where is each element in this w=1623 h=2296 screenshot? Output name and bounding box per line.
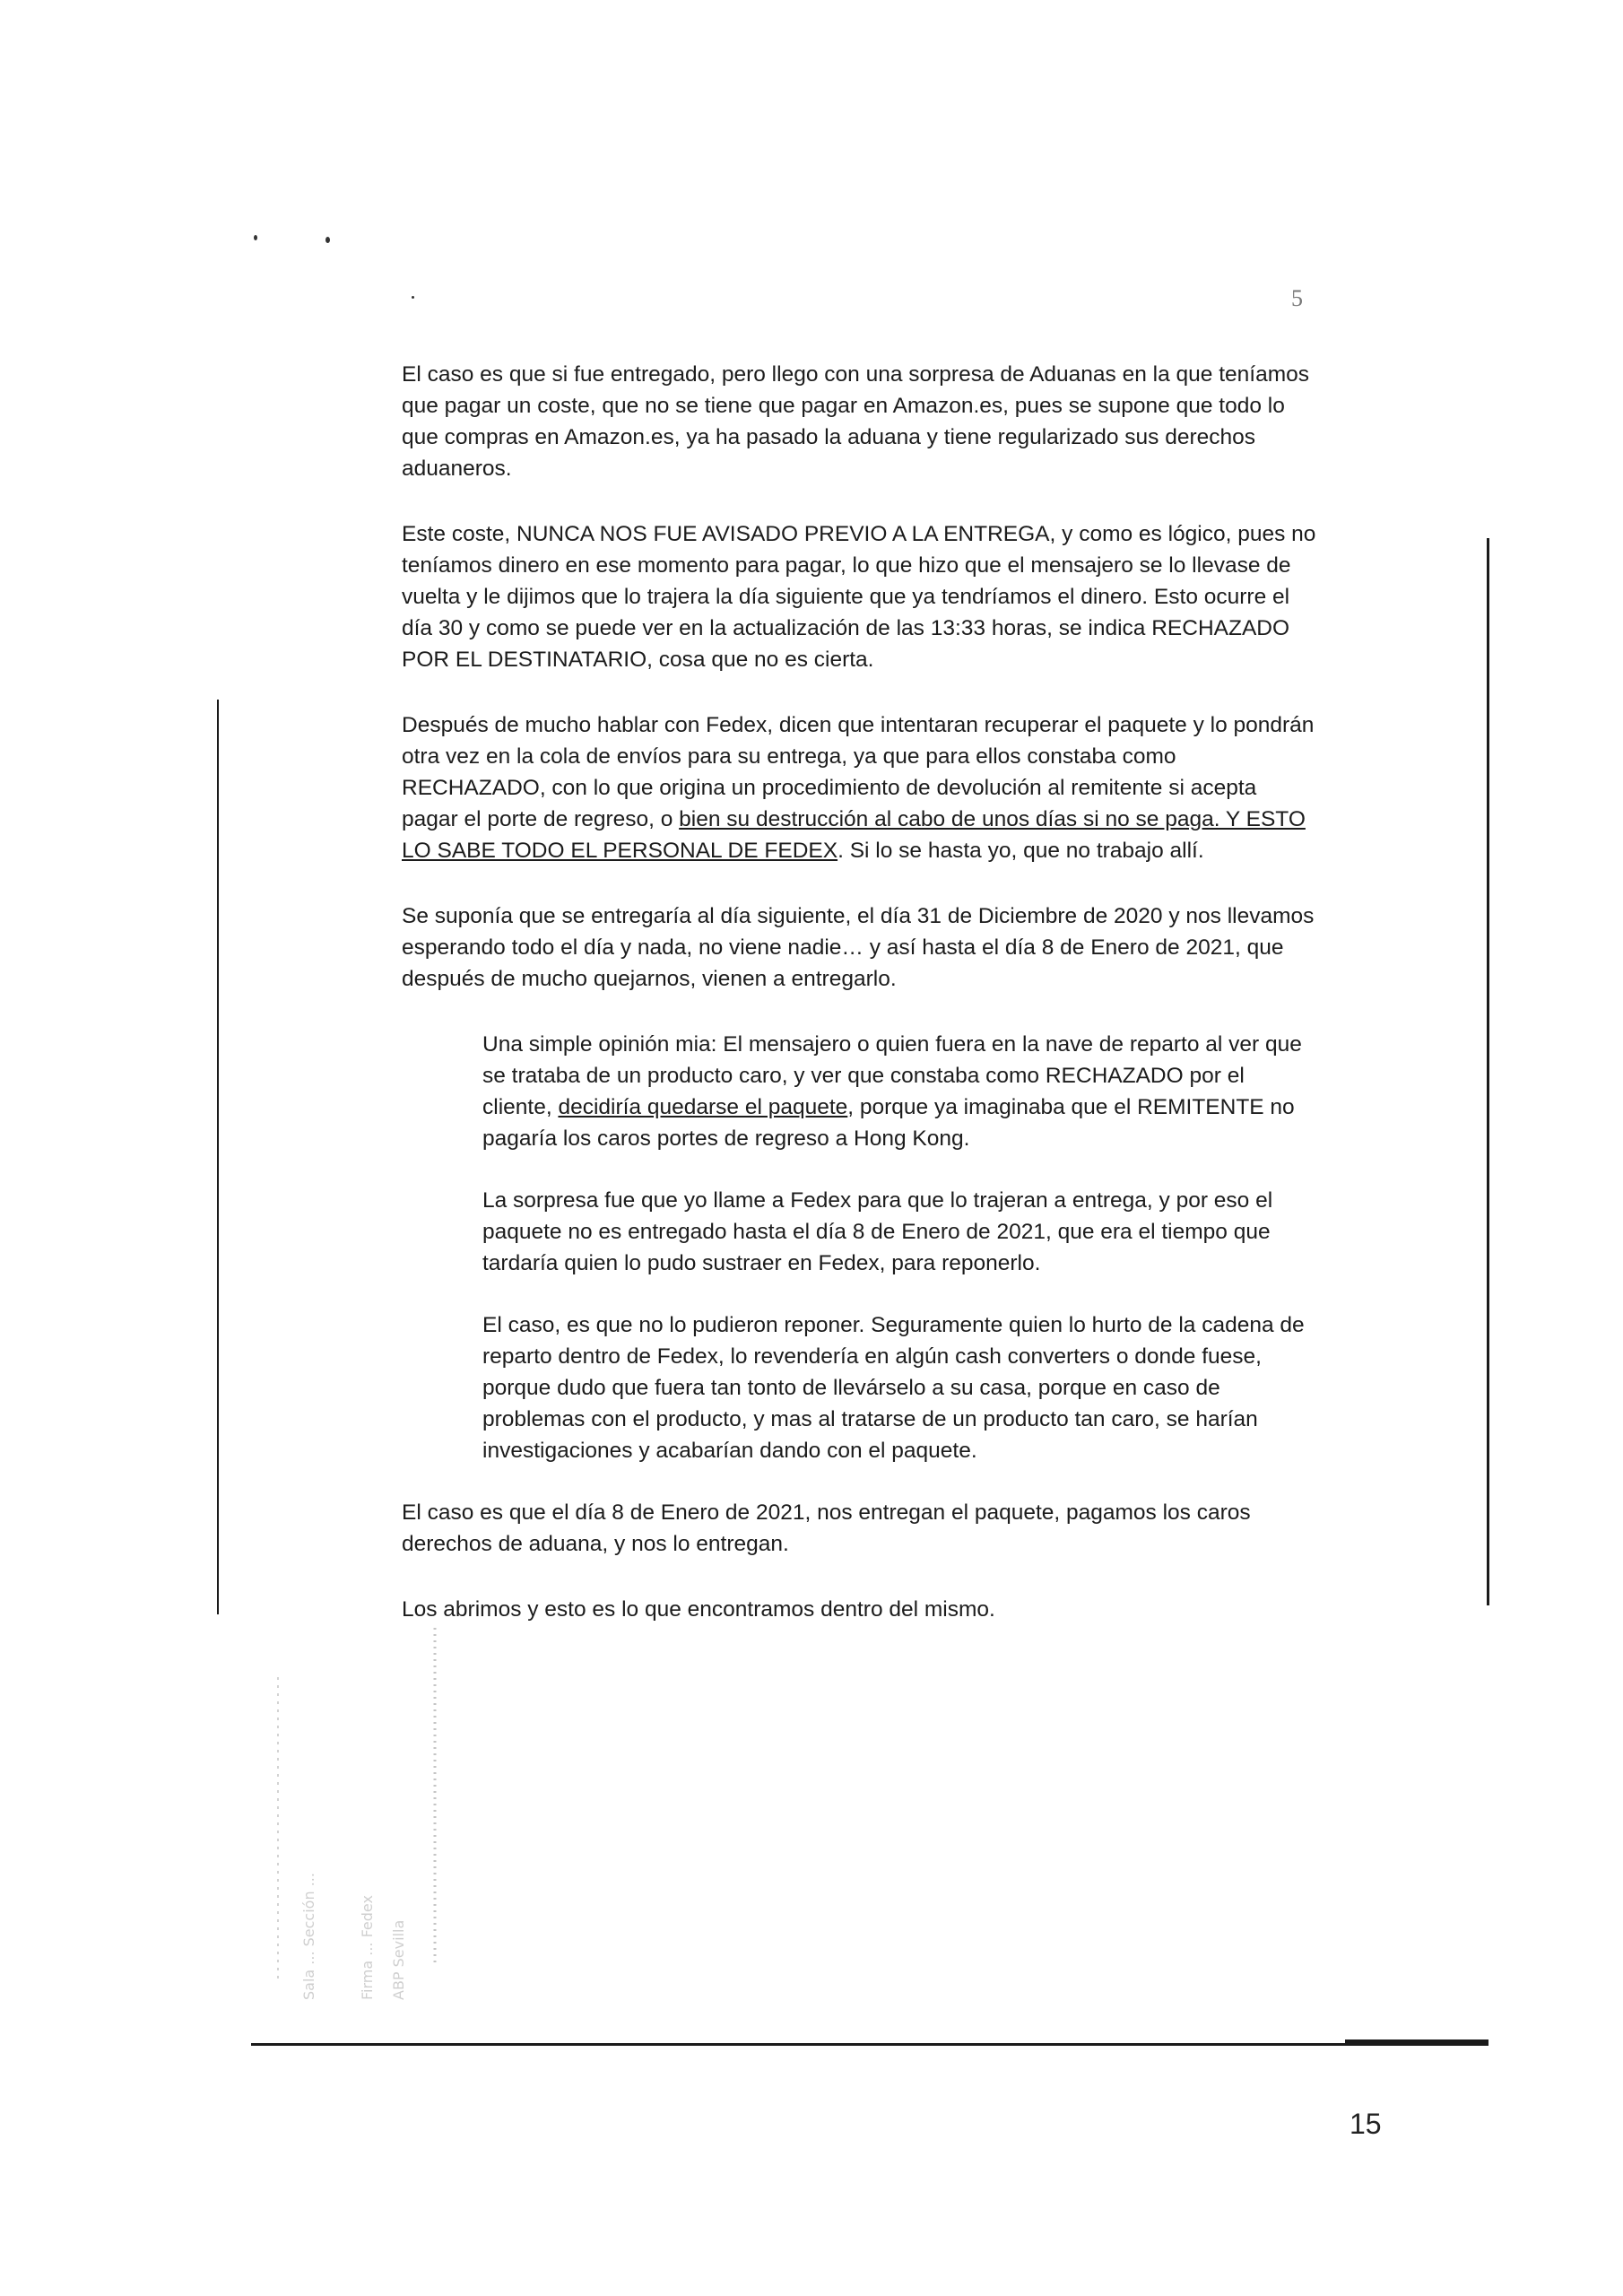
stamp-line: Sala ... Sección ... xyxy=(300,1873,317,2000)
inner-page-number: 5 xyxy=(1291,285,1303,311)
court-stamp xyxy=(269,1623,448,2009)
stamp-line: ABP Sevilla xyxy=(390,1919,407,2000)
scan-speck xyxy=(325,237,330,243)
opinion-text-2: , porque ya imaginaba que el REMITENTE no pagaría los caros portes de regreso a Hong Kong. xyxy=(482,1095,1295,1151)
fedex-text-underlined: bien su destrucción al cabo de unos días si no se paga. Y ESTO LO SABE TODO EL PERSONAL DE FEDEX xyxy=(402,807,1306,863)
paragraph-opened: Los abrimos y esto es lo que encontramos dentro del mismo. xyxy=(402,1597,995,1622)
opinion-text-1: Una simple opinión mia: El mensajero o quien fuera en la nave de reparto al ver que se trataba de un producto caro, y ver que constaba como RECHAZADO por el cliente, xyxy=(482,1032,1302,1119)
body-text xyxy=(402,359,1316,1659)
opinion-text-underlined: decidiría quedarse el paquete xyxy=(558,1095,848,1119)
indented-quote xyxy=(482,1029,1316,1466)
scan-edge-left xyxy=(217,700,219,1614)
scan-edge-right xyxy=(1487,538,1489,1605)
scan-speck xyxy=(412,296,414,299)
quote-surprise: La sorpresa fue que yo llame a Fedex para que lo trajeran a entrega, y por eso el paquete no es entregado hasta el día 8 de Enero de 2021, que era el tiempo que tardaría quien lo pudo sustraer en Fedex, para reponerlo. xyxy=(482,1188,1273,1275)
page-number: 15 xyxy=(1350,2108,1382,2140)
quote-opinion xyxy=(482,1029,1316,1154)
paragraph-delivered: El caso es que el día 8 de Enero de 2021, nos entregan el paquete, pagamos los caros derechos de aduana, y nos lo entregan. xyxy=(402,1500,1251,1556)
paragraph-not-notified: Este coste, NUNCA NOS FUE AVISADO PREVIO A LA ENTREGA, y como es lógico, pues no teníamos dinero en ese momento para pagar, lo que hizo que el mensajero se lo llevase de vuelta y le dijimos que lo trajera la día siguiente que ya tendríamos el dinero. Esto ocurre el día 30 y como se puede ver en la actualización de las 13:33 horas, se indica RECHAZADO POR EL DESTINATARIO, cosa que no es cierta. xyxy=(402,522,1316,672)
scan-edge-bottom xyxy=(251,2043,1488,2046)
scan-speck xyxy=(254,235,257,240)
stamp-line: Firma ... Fedex xyxy=(359,1895,376,2000)
paragraph-customs: El caso es que si fue entregado, pero llego con una sorpresa de Aduanas en la que teníamos que pagar un coste, que no se tiene que pagar en Amazon.es, pues se supone que todo lo que compras en Amazon.es, ya ha pasado la aduana y tiene regularizado sus derechos aduaneros. xyxy=(402,362,1310,481)
paragraph-fedex xyxy=(402,709,1316,866)
paragraph-dec31: Se suponía que se entregaría al día siguiente, el día 31 de Diciembre de 2020 y nos llevamos esperando todo el día y nada, no viene nadie… y así hasta el día 8 de Enero de 2021, que después de mucho quejarnos, vienen a entregarlo. xyxy=(402,904,1315,991)
scan-edge-bottom-thick xyxy=(1345,2039,1488,2045)
fedex-text-2: . Si lo se hasta yo, que no trabajo allí. xyxy=(838,839,1204,863)
quote-not-replaced: El caso, es que no lo pudieron reponer. Seguramente quien lo hurto de la cadena de reparto dentro de Fedex, lo revendería en algún cash converters o donde fuese, porque dudo que fuera tan tonto de llevárselo a su casa, porque en caso de problemas con el producto, y mas al tratarse de un producto tan caro, se harían investigaciones y acabarían dando con el paquete. xyxy=(482,1313,1305,1463)
fedex-text-1: Después de mucho hablar con Fedex, dicen que intentaran recuperar el paquete y lo pondrán otra vez en la cola de envíos para su entrega, ya que para ellos constaba como RECHAZADO, con lo que origina un procedimiento de devolución al remitente si acepta pagar el porte de regreso, o xyxy=(402,713,1315,831)
